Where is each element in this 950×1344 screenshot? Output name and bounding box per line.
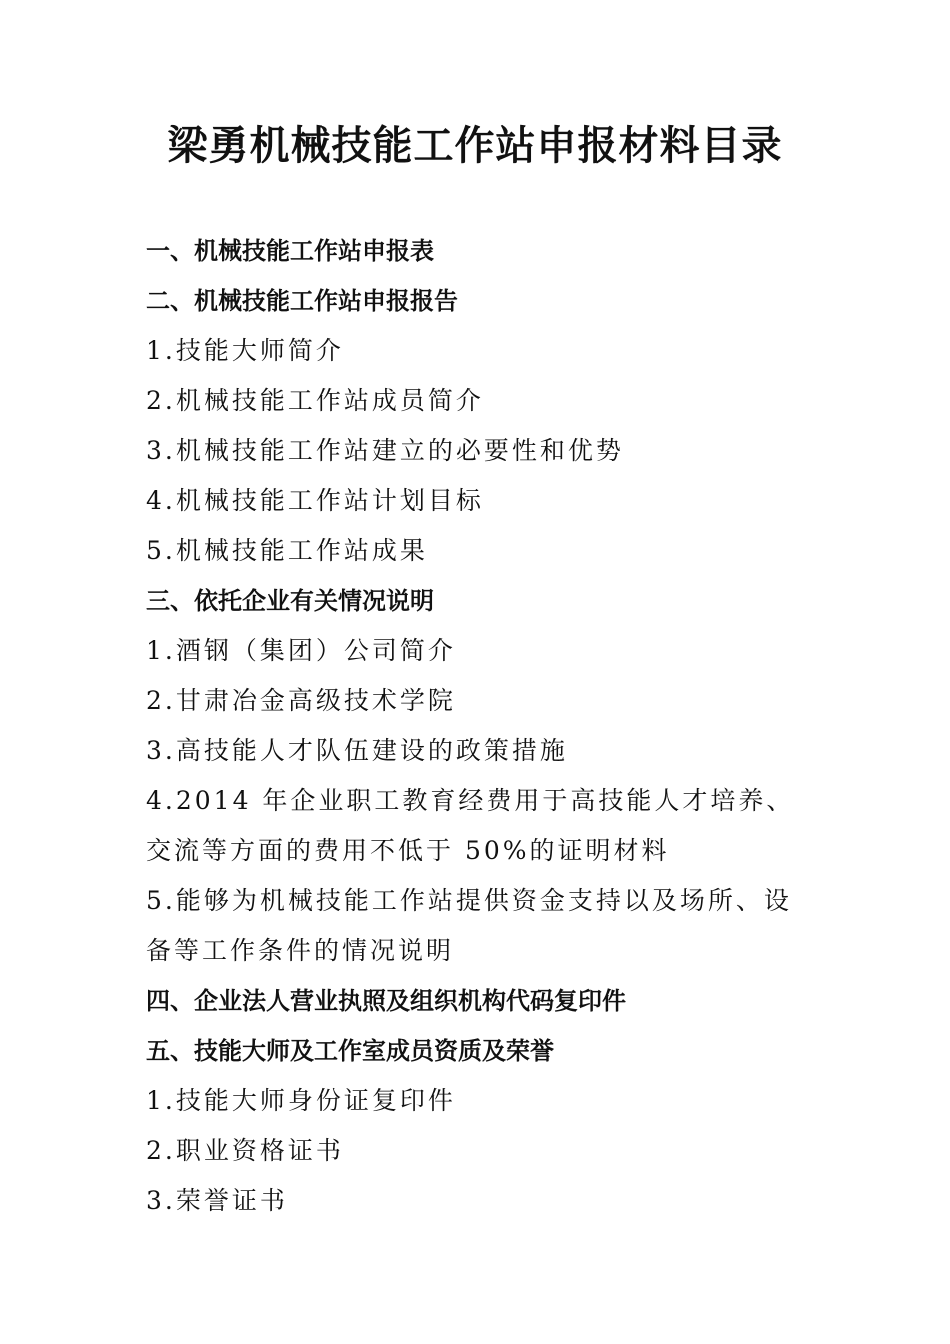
toc-section-heading: 五、技能大师及工作室成员资质及荣誉 [146,1037,554,1065]
toc-item: 2.职业资格证书 [146,1136,344,1165]
toc-item: 3.高技能人才队伍建设的政策措施 [146,736,568,765]
toc-item: 5.机械技能工作站成果 [146,536,428,565]
toc-item: 3.机械技能工作站建立的必要性和优势 [146,436,624,465]
toc-item: 1.技能大师简介 [146,336,344,365]
toc-item: 1.酒钢（集团）公司简介 [146,636,456,665]
toc-item: 3.荣誉证书 [146,1186,288,1215]
toc-section-heading: 三、依托企业有关情况说明 [146,587,434,615]
toc-item: 2.机械技能工作站成员简介 [146,386,484,415]
toc-section-heading: 二、机械技能工作站申报报告 [146,287,458,315]
toc-section-heading: 四、企业法人营业执照及组织机构代码复印件 [146,987,626,1015]
table-of-contents [146,226,826,1226]
toc-item: 1.技能大师身份证复印件 [146,1086,456,1115]
toc-item-continuation: 备等工作条件的情况说明 [146,936,455,965]
toc-item-continuation: 交流等方面的费用不低于 50%的证明材料 [146,836,670,865]
toc-section-heading: 一、机械技能工作站申报表 [146,237,434,265]
document-title: 梁勇机械技能工作站申报材料目录 [167,122,783,169]
toc-item: 5.能够为机械技能工作站提供资金支持以及场所、设 [146,886,792,915]
toc-item: 4.机械技能工作站计划目标 [146,486,484,515]
toc-item: 2.甘肃冶金高级技术学院 [146,686,456,715]
toc-item: 4.2014 年企业职工教育经费用于高技能人才培养、 [146,786,795,815]
